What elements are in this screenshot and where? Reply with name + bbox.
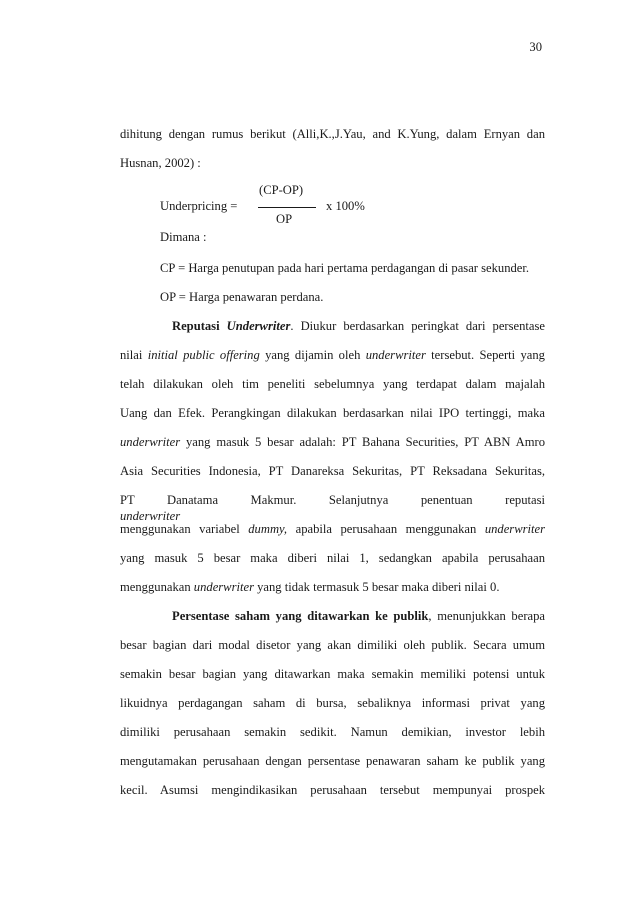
persentase-heading: Persentase saham yang ditawarkan ke publik [172,609,429,623]
definition-cp: CP = Harga penutupan pada hari pertama perdagangan di pasar sekunder. [160,261,530,275]
page-number: 30 [529,40,542,54]
persentase-line-1: Persentase saham yang ditawarkan ke publik, menunjukkan berapa [172,609,545,623]
formula-denominator: OP [276,212,293,226]
reputasi-line-4: Uang dan Efek. Perangkingan dilakukan berdasarkan nilai IPO tertinggi, maka [120,406,545,420]
intro-line-2: Husnan, 2002) : [120,156,201,170]
definition-op: OP = Harga penawaran perdana. [160,290,324,304]
reputasi-line-10: menggunakan underwriter yang tidak termasuk 5 besar maka diberi nilai 0. [120,580,500,594]
persentase-line-4: likuidnya perdagangan saham di bursa, sebaliknya informasi privat yang [120,696,545,710]
persentase-line-6: mengutamakan perusahaan dengan persentase penawaran saham ke publik yang [120,754,545,768]
reputasi-line-6: Asia Securities Indonesia, PT Danareksa Sekuritas, PT Reksadana Sekuritas, [120,464,545,478]
reputasi-line-8: menggunakan variabel dummy, apabila perusahaan menggunakan underwriter [120,522,545,536]
persentase-line-2: besar bagian dari modal disetor yang akan dimiliki oleh publik. Secara umum [120,638,545,652]
reputasi-line-1: Reputasi Underwriter. Diukur berdasarkan peringkat dari persentase [172,319,545,333]
reputasi-line-2: nilai initial public offering yang dijamin oleh underwriter tersebut. Seperti yang [120,348,545,362]
reputasi-line-7: PT Danatama Makmur. Selanjutnya penentuan reputasi underwriter [120,493,545,523]
formula-label: Underpricing = [160,199,238,213]
definitions-heading: Dimana : [160,230,207,244]
formula-numerator: (CP-OP) [259,183,304,197]
fraction-bar [258,207,316,208]
reputasi-heading: Reputasi Underwriter [172,319,291,333]
persentase-line-5: dimiliki perusahaan semakin sedikit. Namun demikian, investor lebih [120,725,545,739]
persentase-line-7: kecil. Asumsi mengindikasikan perusahaan tersebut mempunyai prospek [120,783,545,797]
reputasi-line-5: underwriter yang masuk 5 besar adalah: PT Bahana Securities, PT ABN Amro [120,435,545,449]
formula-multiplier: x 100% [326,199,365,213]
reputasi-line-9: yang masuk 5 besar maka diberi nilai 1, sedangkan apabila perusahaan [120,551,545,565]
persentase-line-3: semakin besar bagian yang ditawarkan maka semakin memiliki potensi untuk [120,667,545,681]
intro-line-1: dihitung dengan rumus berikut (Alli,K.,J.Yau, and K.Yung, dalam Ernyan dan [120,127,545,141]
reputasi-line-3: telah dilakukan oleh tim peneliti sebelumnya yang terdapat dalam majalah [120,377,545,391]
